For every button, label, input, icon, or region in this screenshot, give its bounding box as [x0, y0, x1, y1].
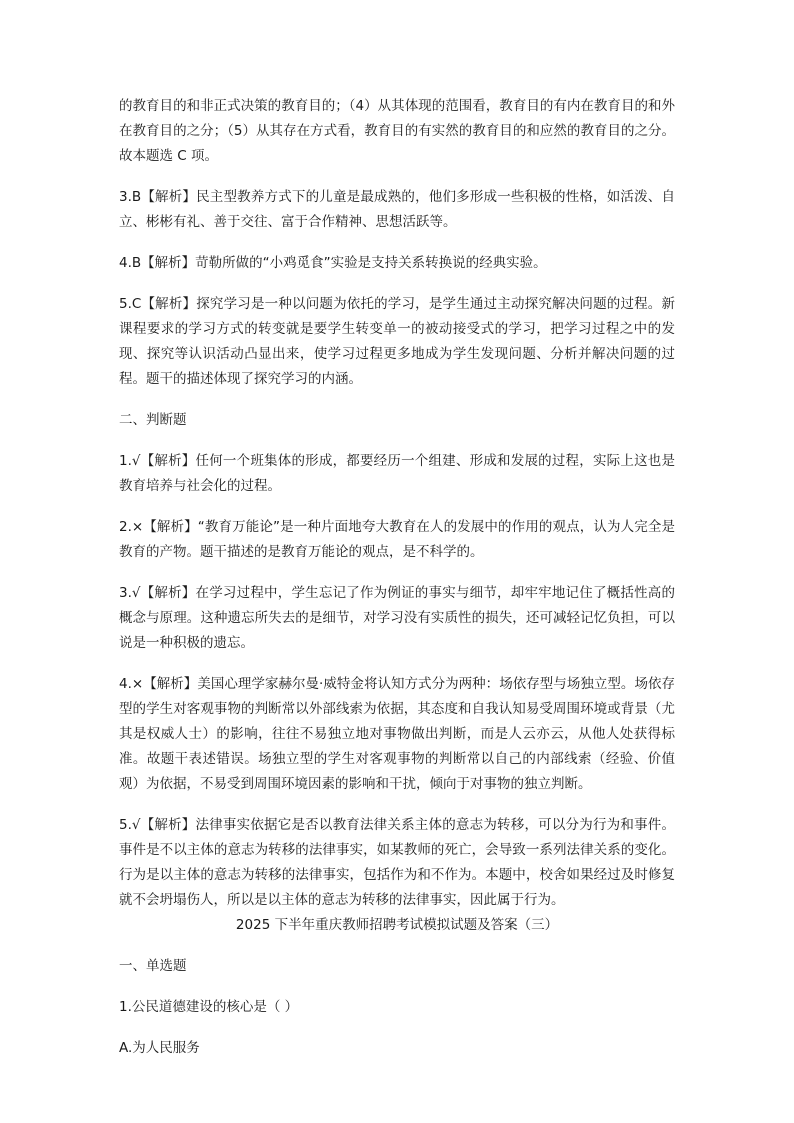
spacer [119, 979, 675, 995]
answer-5-explanation: 5.C【解析】探究学习是一种以问题为依托的学习，是学生通过主动探究解决问题的过程。新课程要求的学习方式的转变就是要学生转变单一的被动接受式的学习，把学习过程之中的发现、探究等认识活动凸显出来，使学习过程更多地成为学生发现问题、分析并解决问题的过程。题干的描述体现了探究学习的内涵。 [119, 296, 675, 387]
spacer [119, 499, 675, 515]
section-heading-single-choice: 一、单选题 [119, 958, 187, 974]
judgment-2-explanation: 2.×【解析】“教育万能论”是一种片面地夸大教育在人的发展中的作用的观点，认为人完全是教育的产物。题干描述的是教育万能论的观点，是不科学的。 [119, 519, 675, 560]
document-body [119, 94, 675, 1061]
spacer [119, 392, 675, 408]
section-heading-judgment: 二、判断题 [119, 412, 187, 428]
answer-3-explanation: 3.B【解析】民主型教养方式下的儿童是最成熟的，他们多形成一些积极的性格，如活泼、自立、彬彬有礼、善于交往、富于合作精神、思想活跃等。 [119, 189, 675, 230]
spacer [119, 235, 675, 251]
judgment-4-explanation: 4.×【解析】美国心理学家赫尔曼·威特金将认知方式分为两种：场依存型与场独立型。场依存型的学生对客观事物的判断常以外部线索为依据，其态度和自我认知易受周围环境或背景（尤其是权威人士）的影响，往往不易独立地对事物做出判断，而是人云亦云，从他人处获得标准。故题干表述错误。场独立型的学生对客观事物的判断常以自己的内部线索（经验、价值观）为依据，不易受到周围环境因素的影响和干扰，倾向于对事物的独立判断。 [119, 676, 675, 792]
spacer [119, 656, 675, 672]
spacer [119, 938, 675, 954]
spacer [119, 1020, 675, 1036]
answer-4-explanation: 4.B【解析】苛勒所做的“小鸡觅食”实验是支持关系转换说的经典实验。 [119, 255, 547, 271]
spacer [119, 433, 675, 449]
spacer [119, 276, 675, 292]
spacer [119, 169, 675, 185]
spacer [119, 565, 675, 581]
exam-title: 2025 下半年重庆教师招聘考试模拟试题及答案（三） [235, 917, 559, 933]
judgment-5-explanation: 5.√【解析】法律事实依据它是否以教育法律关系主体的意志为转移，可以分为行为和事件。事件是不以主体的意志为转移的法律事实，如某教师的死亡，会导致一系列法律关系的变化。行为是以主体的意志为转移的法律事实，包括作为和不作为。本题中，校舍如果经过及时修复就不会坍塌伤人，所以是以主体的意志为转移的法律事实，因此属于行为。 [119, 817, 675, 908]
spacer [119, 797, 675, 813]
question-1-option-a: A.为人民服务 [119, 1040, 200, 1056]
judgment-1-explanation: 1.√【解析】任何一个班集体的形成，都要经历一个组建、形成和发展的过程，实际上这也是教育培养与社会化的过程。 [119, 453, 675, 494]
paragraph-continuation: 的教育目的和非正式决策的教育目的；（4）从其体现的范围看，教育目的有内在教育目的和外在教育目的之分；（5）从其存在方式看，教育目的有实然的教育目的和应然的教育目的之分。故本题选 C 项。 [119, 98, 675, 164]
judgment-3-explanation: 3.√【解析】在学习过程中，学生忘记了作为例证的事实与细节，却牢牢地记住了概括性高的概念与原理。这种遗忘所失去的是细节，对学习没有实质性的损失，还可减轻记忆负担，可以说是一种积极的遗忘。 [119, 585, 675, 651]
question-1: 1.公民道德建设的核心是（ ） [119, 999, 299, 1015]
